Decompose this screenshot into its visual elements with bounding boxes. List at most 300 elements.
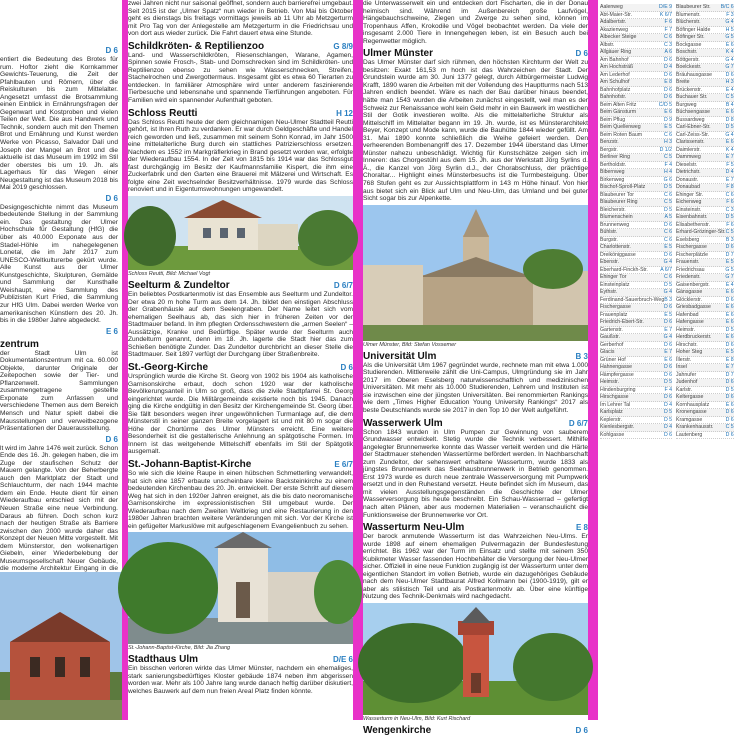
- entry-code: D 6/7: [568, 418, 588, 428]
- street-index-row: [676, 312, 734, 320]
- street-index-row: [676, 372, 734, 380]
- street-name: Bleicherstr.: [600, 206, 626, 213]
- grid-code: C 5: [725, 424, 734, 430]
- grid-code: E 6: [664, 356, 673, 363]
- grid-code: C 5: [725, 229, 734, 235]
- street-index-row: [676, 327, 734, 335]
- grid-code: C 6: [663, 131, 673, 138]
- entry-code: D/E 6: [332, 655, 353, 665]
- grid-code: D 6: [663, 394, 673, 400]
- grid-code: D 6: [663, 319, 673, 325]
- street-index-row: [600, 94, 672, 102]
- street-name: Berliner Ring: [600, 154, 630, 160]
- street-index-row: [600, 64, 672, 72]
- entry-code: H 12: [336, 108, 353, 118]
- street-name: Lautenberg: [676, 431, 703, 438]
- street-name: Bertholdstr.: [600, 161, 627, 168]
- grid-code: G 7: [725, 274, 734, 280]
- grid-code: D 5: [663, 409, 673, 415]
- grid-code: D 6: [663, 364, 673, 370]
- grid-code: D 6: [725, 409, 734, 415]
- street-name: Blücherstr.: [676, 19, 701, 25]
- street-name: Im Lehrer Tal: [600, 401, 631, 408]
- entry-title: St.-Georg-Kirche: [128, 361, 209, 373]
- entry-text: Das Ulmer Münster darf sich rühmen, den höchsten Kirchturm der Welt zu besitzen: Exakt 161,53 m hoch ist das Wahrzeichen der Stadt. Der Grundstein wurde am 30. Juni 1377 gelegt, durch Altbürgermeister Ludwig Krafft, 1890 waren die Arbeiten mit der Vollendung des Hauptturms nach 513 Jahren endlich beendet. Wäre es nach der Bau darüber hinaus beendet, hätte man 1543 wurden die Arbeiten zunächst eingestellt, weil man es der Schweiz zur Renaissance wohl kein Geld mehr in ein Bauwerk im westlichen Stil der Gotik investieren wollte. Als die mittelalterliche Struktur als Mittelschiff im Mittelalter begann im 19. Jh. wurde, ist es Münsterarchitekt Beyer, Konzept und Mode kann, wurde die Bauhütte 1844 wieder gefüllt. Am 31. Mai 1890 konnte schließlich die Weihe gefeiert werden. Den verheerenden Bombenangriff des 17. Dezember 1944 überstand das Ulmer Münster nahezu unbeschädigt. Wichtig für Kunstschätze zeigen sich im Inneren: das Chorgestühl aus dem 15. Jh. aus der Werkstatt Jörg Syrlins d. Ä., die Kanzel von Jörg Syrlin d.J., der Chorabschluss, der prächtige Choraltar... Highlight eines Münsterbesuchs ist die Turmbesteigung. Über 768 Stufen geht es zur Aussichtsplattform in 143 m Höhe hinauf. Von hier aus bietet sich ein Blick auf Ulm und Neu-Ulm, das Umland und bei guter Sicht sogar bis zur Alpenkette.: [363, 59, 588, 203]
- entry-text: So wie sich die kleine Raupe in einen hübschen Schmetterling verwandelt, hat sich eine 1857 erbaute unscheinbare kleine Backsteinkirche zu einem bedeutenden Kirchenbau des 20. Jh. entwickelt. Der erste Schritt auf diesem Weg hat sich in den 1920er Jahren ereignet, als die bis dato neoromanische Garnisonskirche im expressionistischen Stil umgebaut wurde. Der Wiederaufbau nach dem Zweiten Weltkrieg und eine Restaurierung in den 1980er Jahren brachten weitere Veränderungen mit sich. Vor der Kirche ist ein gefügelter Markuslöwe mit aufgeschlagenem Evangelienbuch zu sehen.: [128, 469, 353, 530]
- grid-code: C 6: [663, 274, 673, 280]
- grid-code: A 5: [664, 214, 673, 220]
- street-name: Gaisenbergstr.: [676, 281, 710, 288]
- entry-text: Ein beliebtes Postkartenmotiv ist das Ensemble aus Seelturm und Zundeltor. Der etwa 20 m hohe Turm aus dem 14. Jh. bildet den einstigen Abschluss der Grabenhäusle auf dem Seelengraben. Der Name leitet sich vom ehemaligen Seelhaus ab, das sich hier in früheren Zeiten vor der Stadtmauer befand. In ihm pflegten Ordensschwestern die „armen Seelen“ – Aussätzige, Kranke und Bedürftige. Später wurde der Seelturm auch Zundelturm genannt, denn im 18. Jh. lagerte die Stadt hier das zum Schießen benötigte Zunder. Das Zundeltor durchbricht an dieser Stelle die Stadtmauer. Seit 1897 verfügt der Durchgang über Straßenbreite.: [128, 291, 353, 359]
- grid-code: K 4: [725, 49, 734, 55]
- street-name: Brunnenweg: [600, 221, 630, 228]
- street-name: Blaubeurer Tor: [600, 191, 634, 198]
- grid-code: C 6: [663, 34, 673, 40]
- entry-title: Schildkröten- & Reptilienzoo: [128, 40, 265, 52]
- grid-code: G 4: [725, 131, 734, 138]
- street-index-row: [676, 432, 734, 440]
- entry-text: Designgeschichte nimmt das Museum bedeutende Stellung in der Sammlung ein. Das gestaltung der Ulmer Hochschule für Gestaltung (HfG) die über als 40.000 Exponate aus der Stadel-Höhle im nahegelegenen Lonetal, die im Jahr 2017 zum UNESCO-Weltkulturerbe gekürt wurde. Alle Kunst aus der Ulmer Kunstgeschichte, Skulpturen, Gemälde und Sammlung der Kunsthalle Weishaupt, eine Sammlung des Publizisten Kurt Fried, die Sammlung zur HfG Ulm. Dabei werden Werke von amerikanischen Künstlern des 20. Jh. bis in die 1980er Jahre abgedeckt.: [0, 203, 118, 325]
- street-name: Birkenweg: [600, 176, 625, 183]
- street-index-row: [600, 34, 672, 42]
- column-left: [0, 0, 122, 720]
- street-name: Insel: [676, 364, 687, 370]
- street-index-row: [600, 42, 672, 50]
- street-index-row: [600, 244, 672, 252]
- street-name: Beim Roten Baum: [600, 131, 643, 138]
- grid-code: D 5: [725, 326, 734, 333]
- grid-code: F 6: [726, 199, 734, 205]
- street-name: Albstr.: [600, 41, 615, 48]
- street-name: Eichenweg: [676, 199, 702, 205]
- street-index-row: [676, 79, 734, 87]
- street-name: Albecker Steige: [600, 34, 637, 40]
- street-index-row: [600, 274, 672, 282]
- entry-code: D 6: [105, 46, 118, 55]
- street-index-row: [600, 357, 672, 365]
- grid-code: D 9: [663, 116, 673, 123]
- entry-code: D 6: [105, 434, 118, 444]
- grid-code: F 4: [664, 161, 673, 168]
- street-index-row: [600, 229, 672, 237]
- street-name: Bockgasse: [676, 41, 702, 48]
- street-name: Grüner Hof: [600, 356, 626, 363]
- entry-title: Schloss Reutti: [128, 107, 198, 119]
- grid-code: E 7: [725, 176, 734, 183]
- street-name: Glöcklerstr.: [676, 296, 702, 303]
- entry-title: Ulmer Münster: [363, 48, 434, 60]
- street-name: Böfinger Halde: [676, 26, 711, 33]
- street-index-row: [676, 364, 734, 372]
- entry-text: Der barock anmutende Wasserturm ist das Wahrzeichen Neu-Ulms. Er wurde 1898 auf einem ehemaligen Pulvermagazin der Bundesfestung errichtet. Bis 1962 war der Turm im Einsatz und stellte mit seinem 350 Kubikmeter Wasser fassenden Hochbehälter die Versorgung der Neu-Ulmer sicher. Offiziell in eine neue Funktion zugängig ist der Wasserturm unter dem eigentlichen Standort im vollen Betrieb, wurde ein dazugehöriges Gebäude nach dem Neu-Ulmer Stadtbaurat Alfred Kollmann bei (1900-1919), gilt er aber als stilistisch Teil und als Postkartenmotiv ab. Über eine künftige Nutzung des Technik-Denkmals wird nachgedacht.: [363, 533, 588, 601]
- grid-code: E 5: [725, 259, 734, 265]
- church-photo: [0, 572, 122, 720]
- street-index-row: [600, 124, 672, 132]
- street-index-row: [600, 72, 672, 80]
- street-index-row: [676, 274, 734, 282]
- street-index-row: [600, 154, 672, 162]
- street-index-row: [676, 19, 734, 27]
- entry-text: zwei Jahren nicht nur saisonal geöffnet, sondern auch barrierefrei umgebaut. Seit 2015 ist der „Ulmer Spatz“ nun wieder in Betrieb. Von Mai bis Oktober geht es dienstags bis freitags vormittags jeweils ab 11 Uhr ab Metzgerturm mit Pro Tag von der Anlegestelle am Metzgerturm in die Friedrichsau und von dort aus wieder zurück. Die Fahrt dauert etwa eine Stunde.: [128, 0, 353, 38]
- street-name: Ferdinand-Sauerbruch-Weg: [600, 296, 665, 303]
- street-name: Bibernweg: [600, 169, 625, 175]
- street-index-row: [676, 282, 734, 290]
- street-name: Kronengasse: [676, 409, 707, 415]
- grid-code: F 4: [664, 386, 673, 393]
- street-name: Erhard-Grözinger-Str.: [676, 229, 726, 235]
- street-index-row: [600, 12, 672, 20]
- street-name: Kramgasse: [676, 416, 703, 423]
- grid-code: G 7: [725, 64, 734, 70]
- grid-code: B 4: [725, 101, 734, 108]
- grid-code: C 6: [663, 191, 673, 198]
- entry-code: D 6/7: [333, 281, 353, 291]
- street-name: Fischergasse: [600, 304, 631, 310]
- grid-code: E 7: [664, 349, 673, 355]
- street-name: Illerstr.: [676, 356, 692, 363]
- grid-code: E 6: [725, 334, 734, 340]
- street-name: Beim Alten Fritz: [600, 101, 637, 108]
- street-index-row: [676, 162, 734, 170]
- street-index-row: [600, 199, 672, 207]
- street-index-row: [600, 394, 672, 402]
- street-index-row: [676, 214, 734, 222]
- grid-code: D 1/2: [659, 146, 673, 153]
- street-name: Burgweg: [676, 101, 697, 108]
- entry-code: G 8/9: [333, 41, 353, 51]
- grid-code: D 5: [663, 379, 673, 385]
- street-index-row: [676, 402, 734, 410]
- street-name: Eisenbahnstr.: [676, 214, 708, 220]
- street-name: Donaustr.: [676, 176, 699, 183]
- street-index-row: [600, 259, 672, 267]
- entry-title: Stadthaus Ulm: [128, 654, 199, 666]
- street-name: Brückenstr.: [676, 86, 702, 93]
- street-index-row: [600, 207, 672, 215]
- street-index-row: [600, 372, 672, 380]
- wasserturm-photo: [363, 603, 588, 715]
- street-index-row: [600, 139, 672, 147]
- street-index-row: [676, 154, 734, 162]
- street-name: Eberhard-Finckh-Str.: [600, 266, 648, 273]
- street-name: Kohlgasse: [600, 431, 625, 438]
- grid-code: D 6: [725, 244, 734, 250]
- grid-code: E 5: [664, 244, 673, 250]
- grid-code: G 4: [663, 289, 673, 295]
- grid-code: E 8: [664, 79, 673, 85]
- grid-code: B/C 6: [720, 4, 734, 10]
- entry-text: entiert die Bedeutung des Brotes für rum. Hoftor zieht die Kornkammer Gewichts-Teuerung, die Zeit der Pfahlbauten und Römern, über die Reiskulturen bis zum Mittelalter. Angesetzt umfasst die Brotsammlung einen Einblick in Ernährungsfragen der Gegenwart und Kostproben und vielen Teilen der Welt. Die aus Handwerk und Technik, sondern auch mit den Themen Brot und Ernährung und Kunst werden Werke von Picasso, Salvador Dalí und Joseph der Mangel an Brot und die aktuelle ist das Museum im 1992 im Stil der oberstes bis um 19. Jh. als Lagerhaus für das Wegen einer Neugestaltung ist das Museum 2018 bis Mai 2019 geschlossen.: [0, 56, 118, 192]
- street-index-row: [676, 64, 734, 72]
- grid-code: D 4: [663, 424, 673, 430]
- street-index-row: [676, 267, 734, 275]
- street-name: Einsteinplatz: [600, 281, 630, 288]
- grid-code: E 7: [725, 154, 734, 160]
- grid-code: H 4: [663, 169, 673, 175]
- street-name: Böfinger Str.: [676, 34, 705, 40]
- street-index-row: [676, 207, 734, 215]
- grid-code: D/E 9: [659, 4, 673, 10]
- street-name: Blaubeurer Str.: [676, 4, 711, 10]
- street-index-row: [676, 177, 734, 185]
- street-name: Gänsgasse: [676, 289, 703, 295]
- grid-code: F 8: [726, 184, 734, 190]
- street-name: Gerberhof: [600, 341, 624, 348]
- grid-code: D 6: [725, 431, 734, 438]
- ulmer-muenster-photo: [363, 205, 588, 341]
- street-name: Beim Pflug: [600, 116, 626, 123]
- entry-title: Wasserturm Neu-Ulm: [363, 522, 465, 534]
- street-name: Herdbruckerstr.: [676, 334, 712, 340]
- street-name: Heimstr.: [676, 326, 696, 333]
- entry-code: D 6: [575, 49, 588, 59]
- entry-text: der Stadt Ulm ist Dokumentationszentrum mit ca. 60.000 Objekte, darunter Originale der Zeitepochen sowie der Tier- und Pflanzenwelt. Sammlungen zusammengetragene gestellte Exponate zum Anfassen und verschiedene Themen aus dem Bereich Mensch und Natur spielt dabei die Mausstellungen und verweitbezogene Präsentationen der Dauerausstellung.: [0, 349, 118, 433]
- street-index-row: [600, 49, 672, 57]
- street-name: Kienlesbergstr.: [600, 424, 635, 430]
- grid-code: D 6: [725, 341, 734, 348]
- street-name: Breite: [676, 79, 690, 85]
- street-index-row: [676, 417, 734, 425]
- street-name: Blaubeurer Ring: [600, 199, 638, 205]
- street-index-row: [676, 199, 734, 207]
- street-name: Hafenbad: [676, 311, 699, 318]
- street-index-row: [676, 117, 734, 125]
- photo-caption: Schloss Reutti, Bild: Michael Vogt: [128, 271, 211, 278]
- street-name: Hahnengasse: [600, 364, 633, 370]
- entry-header: [128, 459, 353, 470]
- entry-text: Ursprünglich wurde die Kirche St. Georg von 1902 bis 1904 als katholische Garnisonskirche erbaut, doch schon 1920 war der katholische Bevölkerungsanteil in Ulm so groß, dass die zivile Stadtpfarrei St. Georg eingerichtet wurde. Die Militärgemeinde existierte noch bis 1945. Danach ging die Kirche endgültig in den Besitz der Kirchengemeinde St. Georg über. Sie fällt besonders wegen ihrer ungewöhnlichen Turmanlage auf, die dem Münsterstil in seiner ganzen Breite vorgelagert ist und mit 80 m sogar die Höhe der Chortürme des Ulmer Münsters erreicht. Eine weitere Besonderheit ist die gestalterische Anlehnung an spätgotische Formen. Im Innern ist das weitgehende Mittelschiff ebenfalls im Stil der Spätgotik ausgemalt.: [128, 372, 353, 456]
- street-index-row: [676, 349, 734, 357]
- grid-code: D 6: [663, 56, 673, 63]
- street-index-row: [676, 57, 734, 65]
- street-name: Akazienweg: [600, 26, 628, 33]
- street-name: Eselsberg: [676, 236, 700, 243]
- grid-code: D 6: [725, 71, 734, 78]
- street-index-row: [676, 387, 734, 395]
- grid-code: D 6: [663, 251, 673, 258]
- street-name: Keltergasse: [676, 394, 704, 400]
- street-index-row: [676, 34, 734, 42]
- grid-code: D 8: [725, 116, 734, 123]
- street-index-row: [676, 12, 734, 20]
- grid-code: D 6: [725, 394, 734, 400]
- street-index-row: [600, 27, 672, 35]
- grid-code: C 5: [663, 154, 673, 160]
- entry-text: Ein bisschen verloren wirkte das Ulmer Münster, nachdem ein ehemaliges, stark sanierungsbedürftiges Kloster gebäude 1874 neben ihm abgerissen worden war. Mehr als 100 Jahre lang wurde danach heftig darüber diskutiert, welches Bauwerk auf dem nun freien Areal Platz finden könnte.: [128, 665, 353, 695]
- street-name: Aalenweg: [600, 4, 623, 10]
- entry-header: [128, 362, 353, 373]
- entry-header: [363, 418, 588, 429]
- street-index-row: [676, 184, 734, 192]
- street-name: Einsteinstr.: [676, 206, 702, 213]
- grid-code: D 6: [663, 371, 673, 378]
- street-index-row: [676, 124, 734, 132]
- street-name: Kornhausplatz: [676, 401, 710, 408]
- street-name: Griesbadgasse: [676, 304, 711, 310]
- street-index-row: [600, 102, 672, 110]
- grid-code: F 6: [726, 221, 734, 228]
- grid-code: D 6: [725, 379, 734, 385]
- street-index-row: [676, 259, 734, 267]
- grid-code: D 6: [725, 416, 734, 423]
- grid-code: H 3: [663, 139, 673, 145]
- street-name: Am Hochsträß: [600, 64, 634, 70]
- street-index-row: [676, 297, 734, 305]
- street-index-row: [600, 304, 672, 312]
- street-name: Bahnhofplatz: [600, 86, 631, 93]
- street-index-row: [676, 169, 734, 177]
- street-name: Boschstr.: [676, 49, 698, 55]
- column-divider: [588, 0, 598, 720]
- entry-code: D 6: [575, 725, 588, 735]
- street-name: Am Lederhof: [600, 71, 630, 78]
- street-name: Jahnufer: [676, 371, 697, 378]
- entry-header: [363, 48, 588, 59]
- street-name: Karlsplatz: [600, 409, 623, 415]
- street-index-row: [676, 139, 734, 147]
- street-name: Beim Quellenweg: [600, 124, 641, 130]
- entry-code: E 6: [105, 326, 118, 336]
- street-index-row: [600, 19, 672, 27]
- street-name: Böttgerstr.: [676, 56, 700, 63]
- street-index-row: [676, 4, 734, 12]
- grid-code: E 6: [725, 139, 734, 145]
- street-index-row: [600, 387, 672, 395]
- grid-code: A 6/7: [660, 266, 673, 273]
- street-index-row: [676, 319, 734, 327]
- entry-text: Das Schloss Reutti heute der dem gleichnamigen Neu-Ulmer Stadtteil Reutti gehört, ist Ihren Ruth zu verdanken. Er war durch Geldgeschäfte und Handel reich geworden und ließ, zusammen mit seinem Sohn Konrad, im Jahr 1500 eine mittelalterliche Burg durch ein stattliches Patrizierschloss ersetzen. Nachdem es 1552 im Markgräflerkrieg in Brand gesetzt worden war, erfolgte der Wiederaufbau 1554. In der Zeit von 1815 bis 1914 war das Schlossgut fast durchgängig im Besitz der Kaufmannsfamilie Kispert, die ihm eine Zuckerfabrik und den Garten eine Brauerei mit Mälzerei und Wirtschaft. Es folgte eine Zeit wechselnder Besitzverhältnisse. 1979 wurde das Schloss renoviert und in Eigentumswohnungen umgewandelt.: [128, 118, 353, 194]
- street-index-row: [676, 102, 734, 110]
- grid-code: G 4: [725, 19, 734, 25]
- grid-code: E 6: [725, 401, 734, 408]
- grid-code: C 6: [725, 191, 734, 198]
- grid-code: H 5: [725, 26, 734, 33]
- street-name: Keplerstr.: [600, 416, 622, 423]
- street-name: Büchsengasse: [676, 109, 711, 115]
- street-index-row: [676, 289, 734, 297]
- street-index-row: [676, 72, 734, 80]
- grid-code: F 6: [664, 19, 673, 25]
- street-index-row: [600, 79, 672, 87]
- street-index-row: [676, 244, 734, 252]
- street-name: Judenhof: [676, 379, 698, 385]
- street-name: Boelckestr.: [676, 64, 702, 70]
- entry-text: die Unterwasserwelt ein und entdecken dort Fischarten, die in der Donau heimisch sind. Während im Außenbereich große Laufvögel, Hängebauchschweine, Ziegen und Zwerge zu sehen sind, können im Tropenhaus Affen, Krokodile und Vögel beobachtet werden. Da viele der insgesamt 2.000 Tiere in Innengehegen leben, ist ein Besuch auch bei Regenwetter möglich.: [363, 0, 588, 45]
- street-index-row: [600, 237, 672, 245]
- street-index-row: [600, 162, 672, 170]
- grid-code: D 6: [663, 71, 673, 78]
- street-index-row: [600, 267, 672, 275]
- street-index-row: [676, 192, 734, 200]
- street-index-row: [600, 409, 672, 417]
- johann-baptist-photo: [128, 532, 353, 644]
- grid-code: G 5: [725, 34, 734, 40]
- street-name: Allgäuer Ring: [600, 49, 632, 55]
- entry-code: D 6: [340, 362, 353, 372]
- street-index-row: [676, 132, 734, 140]
- photo-caption: Ulmer Münster, Bild: Stefan Vossemer: [363, 341, 457, 348]
- grid-code: F 5: [726, 161, 734, 168]
- grid-code: C 3: [725, 206, 734, 213]
- street-index-row: [600, 349, 672, 357]
- street-name: Daimlerstr.: [676, 146, 701, 153]
- street-index-row: [600, 342, 672, 350]
- entry-title: zentrum: [0, 338, 39, 350]
- street-index-row: [600, 297, 672, 305]
- grid-code: E 6: [725, 109, 734, 115]
- street-name: Am Schulhof: [600, 79, 630, 85]
- street-index-row: [600, 169, 672, 177]
- grid-code: E 6: [725, 289, 734, 295]
- street-name: Charlottenstr.: [600, 244, 631, 250]
- grid-code: E 6: [725, 311, 734, 318]
- grid-code: B 3: [664, 296, 673, 303]
- grid-code: D 5: [725, 214, 734, 220]
- grid-code: D 5: [663, 184, 673, 190]
- street-index-row: [600, 4, 672, 12]
- entry-title: Wasserwerk Ulm: [363, 417, 443, 429]
- grid-code: G 6: [663, 176, 673, 183]
- street-index-row: [676, 27, 734, 35]
- street-index-row: [600, 87, 672, 95]
- street-index-row: [600, 402, 672, 410]
- street-name: Hoher Steg: [676, 349, 703, 355]
- street-index-row: [600, 282, 672, 290]
- grid-code: D 4: [663, 64, 673, 70]
- street-index-row: [600, 132, 672, 140]
- street-name: Bergstr.: [600, 146, 618, 153]
- street-name: Elisabethenstr.: [676, 221, 711, 228]
- grid-code: D 6: [663, 94, 673, 100]
- street-index-row: [600, 432, 672, 440]
- entry-code: E 8: [575, 523, 588, 533]
- street-name: Friedenstr.: [676, 274, 701, 280]
- entry-header: [128, 41, 353, 52]
- grid-code: D 5: [725, 124, 734, 130]
- street-index-row: [676, 252, 734, 260]
- grid-code: D 5: [663, 281, 673, 288]
- grid-code: A 6: [664, 49, 673, 55]
- street-name: Frauenplatz: [600, 311, 628, 318]
- street-name: Hirschstr.: [676, 341, 698, 348]
- grid-code: F 7: [664, 26, 673, 33]
- street-name: Friedrich-Ebert-Str.: [600, 319, 644, 325]
- street-name: Buchauer Str.: [676, 94, 708, 100]
- street-name: Burgstr.: [600, 236, 618, 243]
- grid-code: C/D 5: [658, 101, 673, 108]
- grid-code: G 4: [663, 334, 673, 340]
- grid-code: C 5: [663, 199, 673, 205]
- street-name: Karlstr.: [676, 386, 693, 393]
- street-name: Ebenstr.: [600, 259, 620, 265]
- grid-code: D 6: [663, 304, 673, 310]
- street-name: Bühlstr.: [600, 229, 618, 235]
- street-index-row: [600, 334, 672, 342]
- street-index-row: [600, 177, 672, 185]
- street-name: Ehinger Tor: [600, 274, 627, 280]
- street-name: Carl-Zeiss-Str.: [676, 131, 710, 138]
- street-index-row: [600, 147, 672, 155]
- street-name: Gartenstr.: [600, 326, 623, 333]
- street-index-row: [676, 424, 734, 432]
- street-name: Hirschgasse: [600, 394, 629, 400]
- grid-code: D 4: [725, 169, 734, 175]
- grid-code: E 5: [664, 311, 673, 318]
- grid-code: C 3: [663, 41, 673, 48]
- street-name: Bischof-Sproll-Platz: [600, 184, 646, 190]
- street-index-row: [676, 237, 734, 245]
- grid-code: D 4: [663, 401, 673, 408]
